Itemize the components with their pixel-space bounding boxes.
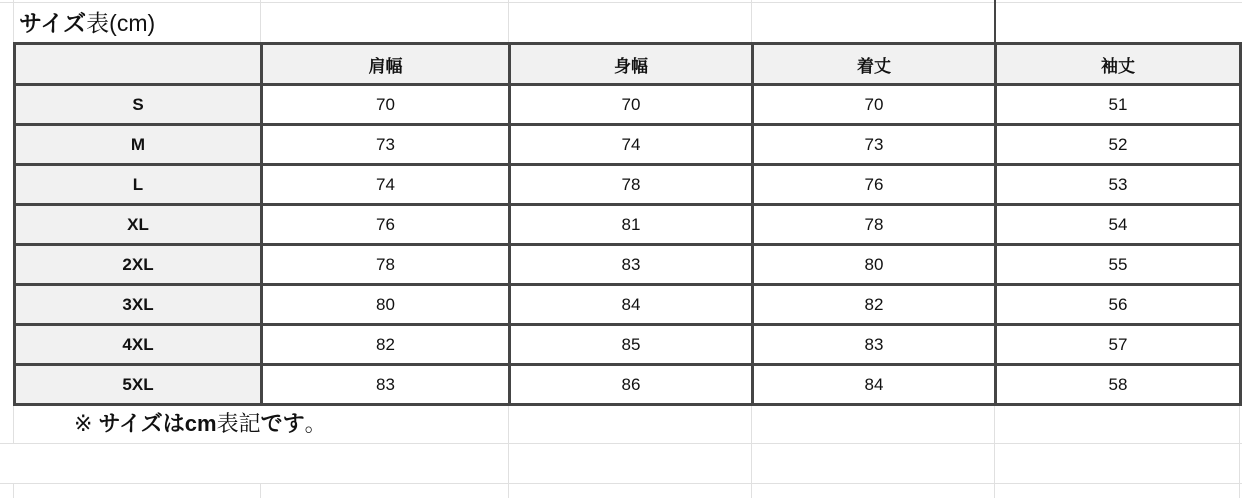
value-cell[interactable]: 55 [996, 245, 1241, 285]
value-cell[interactable]: 74 [510, 125, 753, 165]
grid-line-vertical [1239, 404, 1240, 498]
table-row [15, 365, 1241, 405]
grid-line-vertical [13, 404, 14, 443]
value-cell[interactable]: 86 [510, 365, 753, 405]
size-label-cell[interactable]: 4XL [15, 325, 262, 365]
value-cell[interactable]: 70 [262, 85, 510, 125]
header-cell-sleeve-length[interactable]: 袖丈 [996, 44, 1241, 85]
size-label-cell[interactable]: 3XL [15, 285, 262, 325]
header-cell-body-width[interactable]: 身幅 [510, 44, 753, 85]
table-row [15, 245, 1241, 285]
value-cell[interactable]: 80 [262, 285, 510, 325]
note-period: 。 [304, 411, 327, 436]
note-bold-segment: です [260, 411, 305, 436]
value-cell[interactable]: 78 [753, 205, 996, 245]
header-cell-length[interactable]: 着丈 [753, 44, 996, 85]
value-cell[interactable]: 83 [753, 325, 996, 365]
sheet-title-bold-segment: サイズ [19, 10, 87, 36]
value-cell[interactable]: 80 [753, 245, 996, 285]
grid-line-vertical [751, 404, 752, 498]
value-cell[interactable]: 73 [753, 125, 996, 165]
grid-line-vertical [13, 483, 14, 498]
size-label-cell[interactable]: L [15, 165, 262, 205]
value-cell[interactable]: 73 [262, 125, 510, 165]
value-cell[interactable]: 70 [510, 85, 753, 125]
header-cell-shoulder-width[interactable]: 肩幅 [262, 44, 510, 85]
note-bold-segment: cm [184, 411, 217, 436]
grid-line-vertical [260, 0, 261, 42]
value-cell[interactable]: 78 [262, 245, 510, 285]
value-cell[interactable]: 85 [510, 325, 753, 365]
table-row [15, 325, 1241, 365]
size-label-cell[interactable]: 5XL [15, 365, 262, 405]
size-label-cell[interactable]: XL [15, 205, 262, 245]
column-border-line [994, 0, 996, 44]
size-chart-table [13, 42, 1242, 406]
note-marker: ※ [74, 411, 99, 436]
value-cell[interactable]: 52 [996, 125, 1241, 165]
size-label-cell[interactable]: M [15, 125, 262, 165]
sheet-title-normal-segment: 表(cm) [86, 10, 156, 36]
grid-line-vertical [751, 0, 752, 42]
value-cell[interactable]: 74 [262, 165, 510, 205]
size-label-cell[interactable]: 2XL [15, 245, 262, 285]
header-cell-size[interactable] [15, 44, 262, 85]
value-cell[interactable]: 82 [262, 325, 510, 365]
table-row [15, 285, 1241, 325]
grid-line-horizontal [0, 2, 1242, 3]
size-note[interactable] [74, 404, 327, 444]
table-row [15, 125, 1241, 165]
grid-line-horizontal [0, 483, 1242, 484]
value-cell[interactable]: 58 [996, 365, 1241, 405]
value-cell[interactable]: 57 [996, 325, 1241, 365]
value-cell[interactable]: 76 [753, 165, 996, 205]
value-cell[interactable]: 76 [262, 205, 510, 245]
grid-line-vertical [260, 483, 261, 498]
value-cell[interactable]: 54 [996, 205, 1241, 245]
value-cell[interactable]: 53 [996, 165, 1241, 205]
grid-line-vertical [508, 404, 509, 498]
value-cell[interactable]: 84 [753, 365, 996, 405]
table-row [15, 165, 1241, 205]
value-cell[interactable]: 56 [996, 285, 1241, 325]
grid-line-vertical [13, 0, 14, 42]
note-normal-segment: 表記 [216, 411, 261, 436]
note-bold-segment: サイズは [98, 411, 185, 436]
value-cell[interactable]: 78 [510, 165, 753, 205]
value-cell[interactable]: 51 [996, 85, 1241, 125]
value-cell[interactable]: 84 [510, 285, 753, 325]
value-cell[interactable]: 70 [753, 85, 996, 125]
header-row [15, 44, 1241, 85]
table-row [15, 85, 1241, 125]
size-label-cell[interactable]: S [15, 85, 262, 125]
value-cell[interactable]: 83 [510, 245, 753, 285]
sheet-title[interactable] [19, 4, 155, 42]
value-cell[interactable]: 83 [262, 365, 510, 405]
grid-line-vertical [994, 404, 995, 498]
table-row [15, 205, 1241, 245]
grid-line-vertical [508, 0, 509, 42]
value-cell[interactable]: 82 [753, 285, 996, 325]
value-cell[interactable]: 81 [510, 205, 753, 245]
